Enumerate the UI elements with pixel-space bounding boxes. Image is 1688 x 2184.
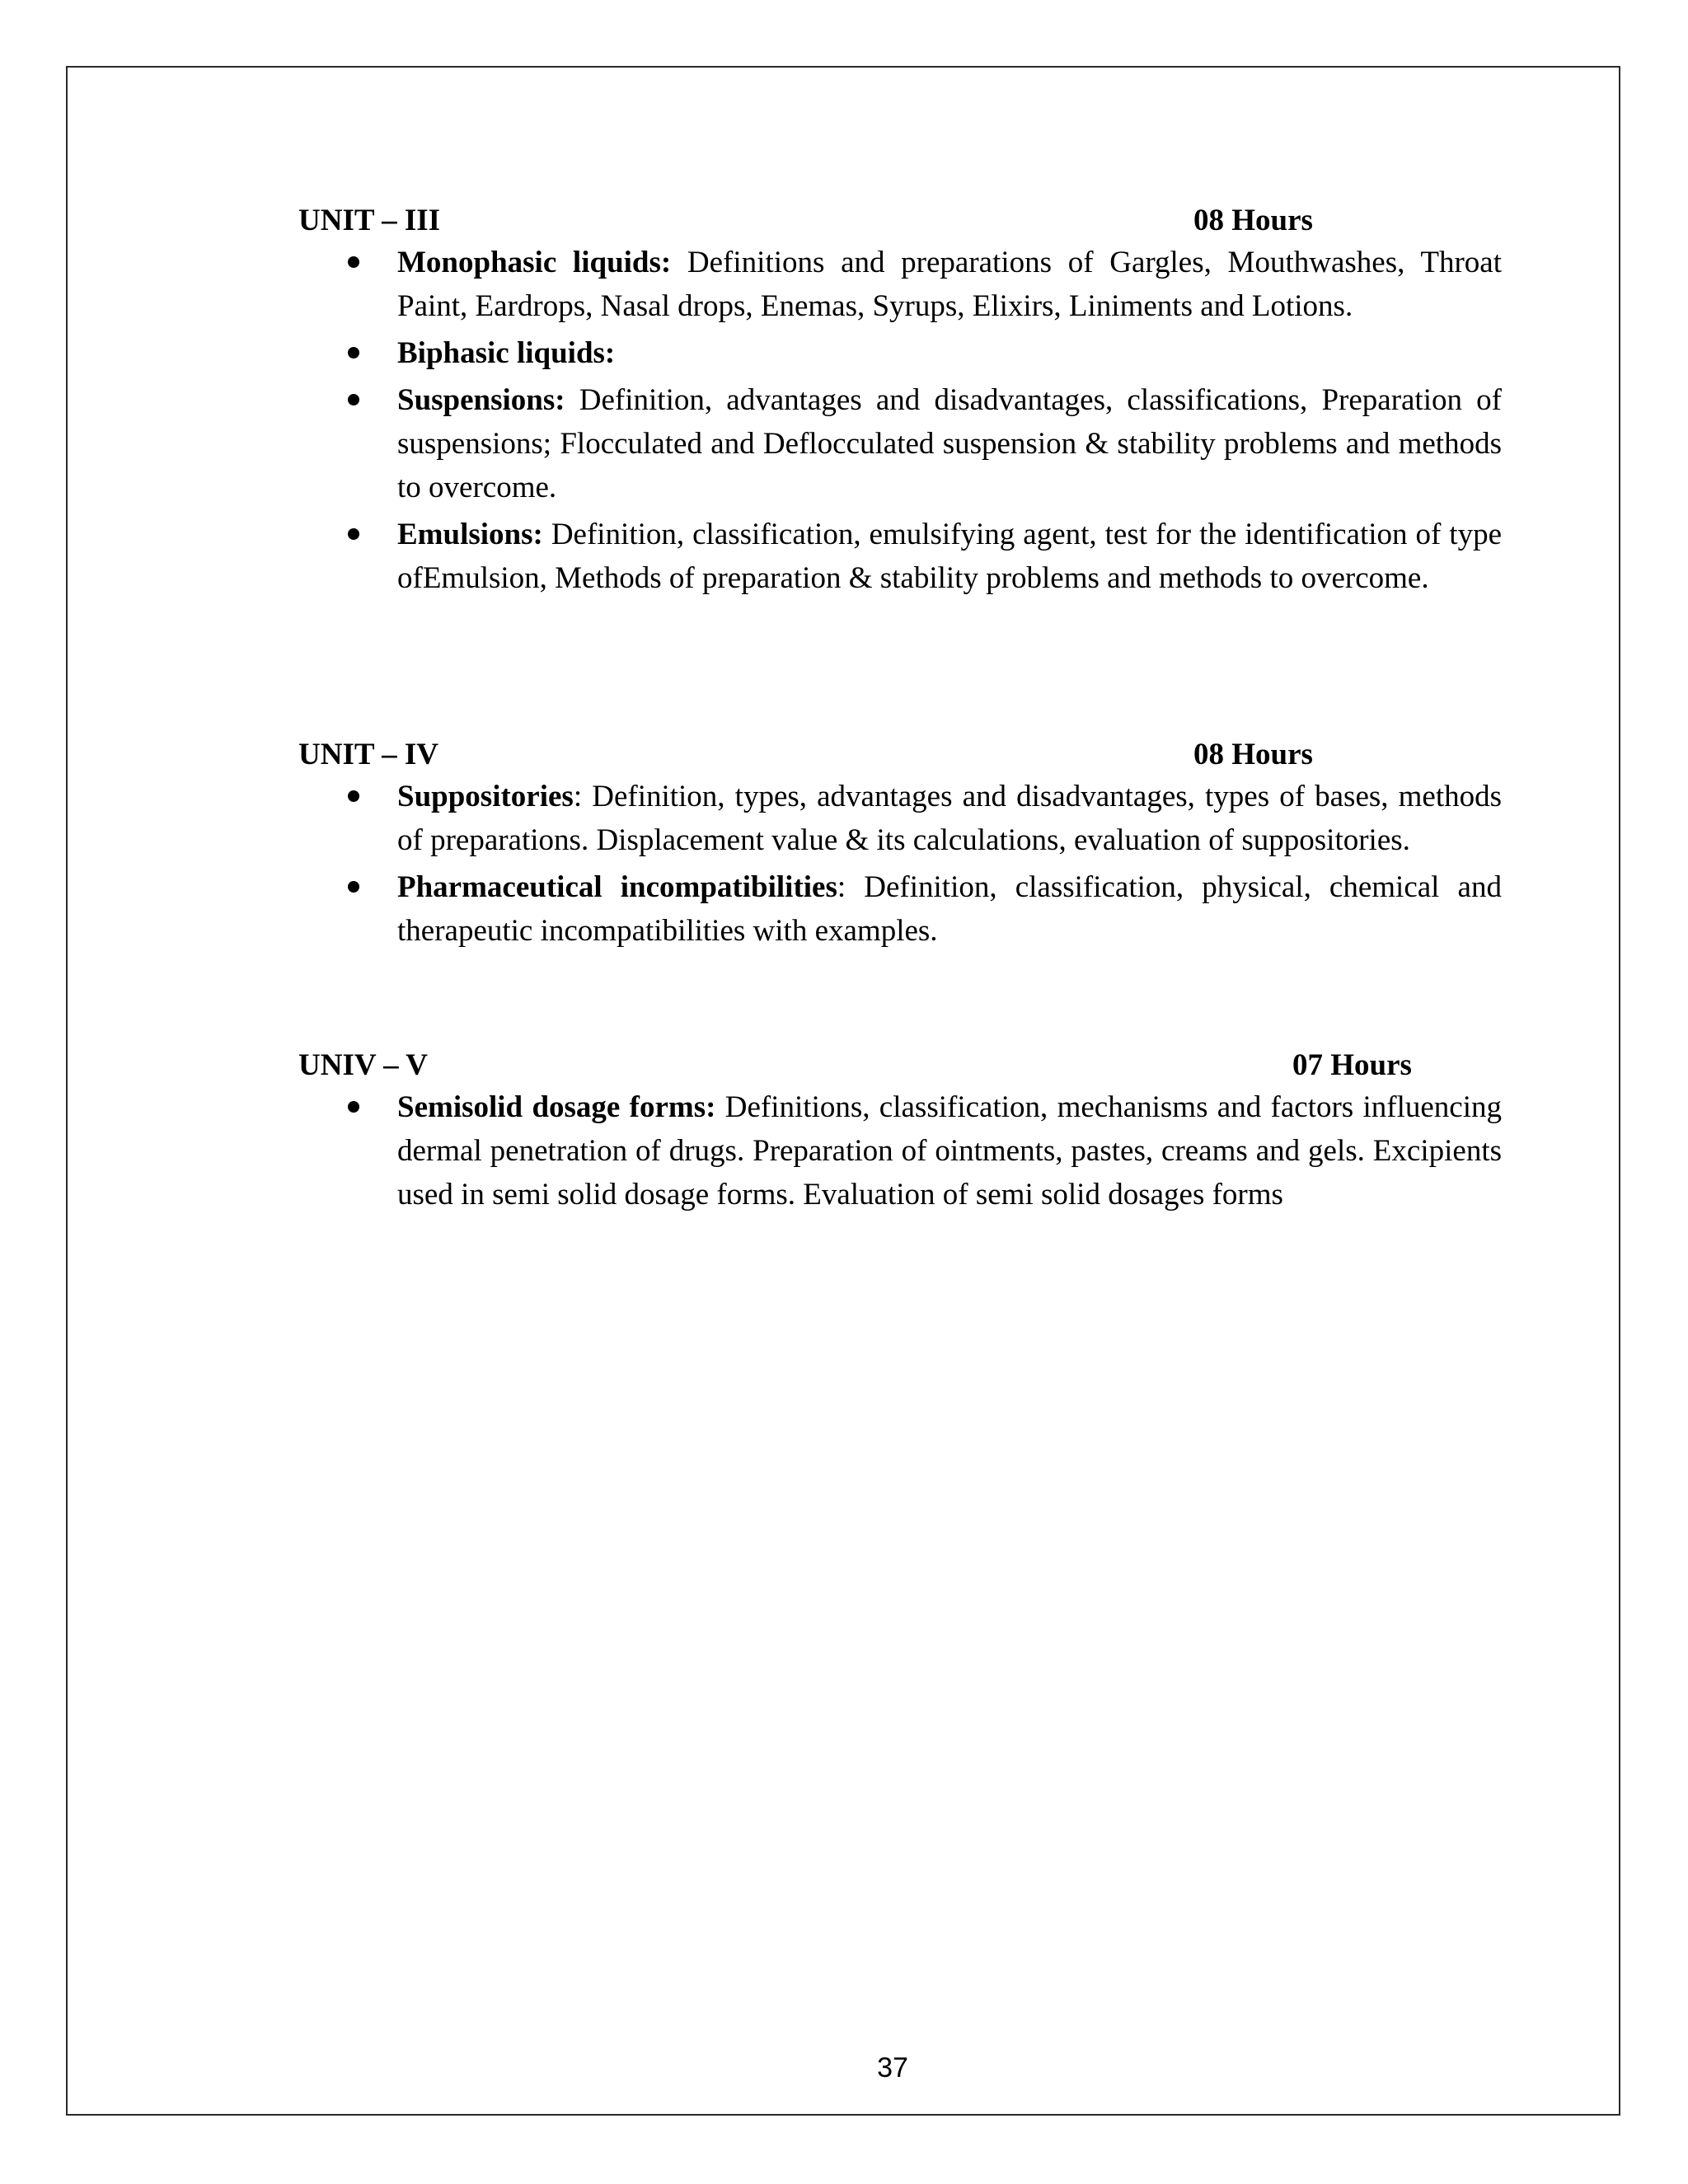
topic-title: Suspensions:: [397, 383, 565, 417]
unit-4-hours: 08 Hours: [1193, 738, 1313, 771]
topic-monophasic-liquids: [298, 241, 1502, 328]
topic-text: Definitions, classification, mechanisms and factors influencing dermal penetration of drugs. Preparation of ointments, pastes, creams and gels. Excipients used in semi solid dosage forms. Evaluation of semi solid dosages forms: [397, 1090, 1503, 1212]
bullet-icon: [348, 394, 359, 405]
topic-text: Definitions and preparations of Gargles, Mouthwashes, Throat Paint, Eardrops, Nasal drops, Enemas, Syrups, Elixirs, Liniments and Lotions.: [397, 246, 1502, 323]
unit-3-header: [298, 201, 1502, 241]
unit-4-topic-list: [298, 775, 1502, 953]
unit-3-section: [298, 201, 1502, 603]
topic-title: Emulsions:: [397, 518, 543, 551]
unit-5-header: [298, 1046, 1502, 1085]
topic-pharmaceutical-incompatibilities: [298, 865, 1502, 953]
unit-5-section: [298, 1046, 1502, 1220]
topic-biphasic-liquids: [298, 331, 1502, 375]
bullet-icon: [348, 347, 359, 359]
unit-4-section: [298, 735, 1502, 956]
topic-title: Monophasic liquids:: [397, 246, 672, 279]
unit-5-hours: 07 Hours: [1292, 1048, 1412, 1082]
topic-suspensions: [298, 378, 1502, 509]
unit-4-header: [298, 735, 1502, 775]
unit-5-topic-list: [298, 1085, 1502, 1216]
topic-text: : Definition, types, advantages and disadvantages, types of bases, methods of preparations. Displacement value & its calculations, evaluation of suppositories.: [397, 780, 1502, 857]
bullet-icon: [348, 1101, 359, 1113]
page-number: 37: [877, 2052, 908, 2083]
topic-title: Pharmaceutical incompatibilities: [397, 870, 837, 904]
bullet-icon: [348, 881, 359, 893]
unit-3-hours: 08 Hours: [1193, 204, 1313, 237]
bullet-icon: [348, 256, 359, 268]
topic-text: : Definition, classification, physical, chemical and therapeutic incompatibilities with examples.: [397, 870, 1502, 948]
topic-text: Definition, advantages and disadvantages, classifications, Preparation of suspensions; Flocculated and Deflocculated suspension & stability problems and methods to overcome.: [397, 383, 1502, 504]
topic-emulsions: [298, 513, 1502, 600]
topic-title: Suppositories: [397, 780, 574, 813]
unit-5-title: UNIV – V: [298, 1048, 428, 1082]
bullet-icon: [348, 528, 359, 540]
bullet-icon: [348, 790, 359, 802]
topic-text: Definition, classification, emulsifying agent, test for the identification of type ofEmulsion, Methods of preparation & stability problems and methods to overcome.: [397, 518, 1502, 595]
unit-3-title: UNIT – III: [298, 204, 441, 237]
unit-3-topic-list: [298, 241, 1502, 600]
topic-suppositories: [298, 775, 1502, 862]
topic-title: Biphasic liquids:: [397, 336, 616, 370]
unit-4-title: UNIT – IV: [298, 738, 438, 771]
topic-title: Semisolid dosage forms:: [397, 1090, 716, 1124]
topic-semisolid-dosage-forms: [298, 1085, 1502, 1216]
